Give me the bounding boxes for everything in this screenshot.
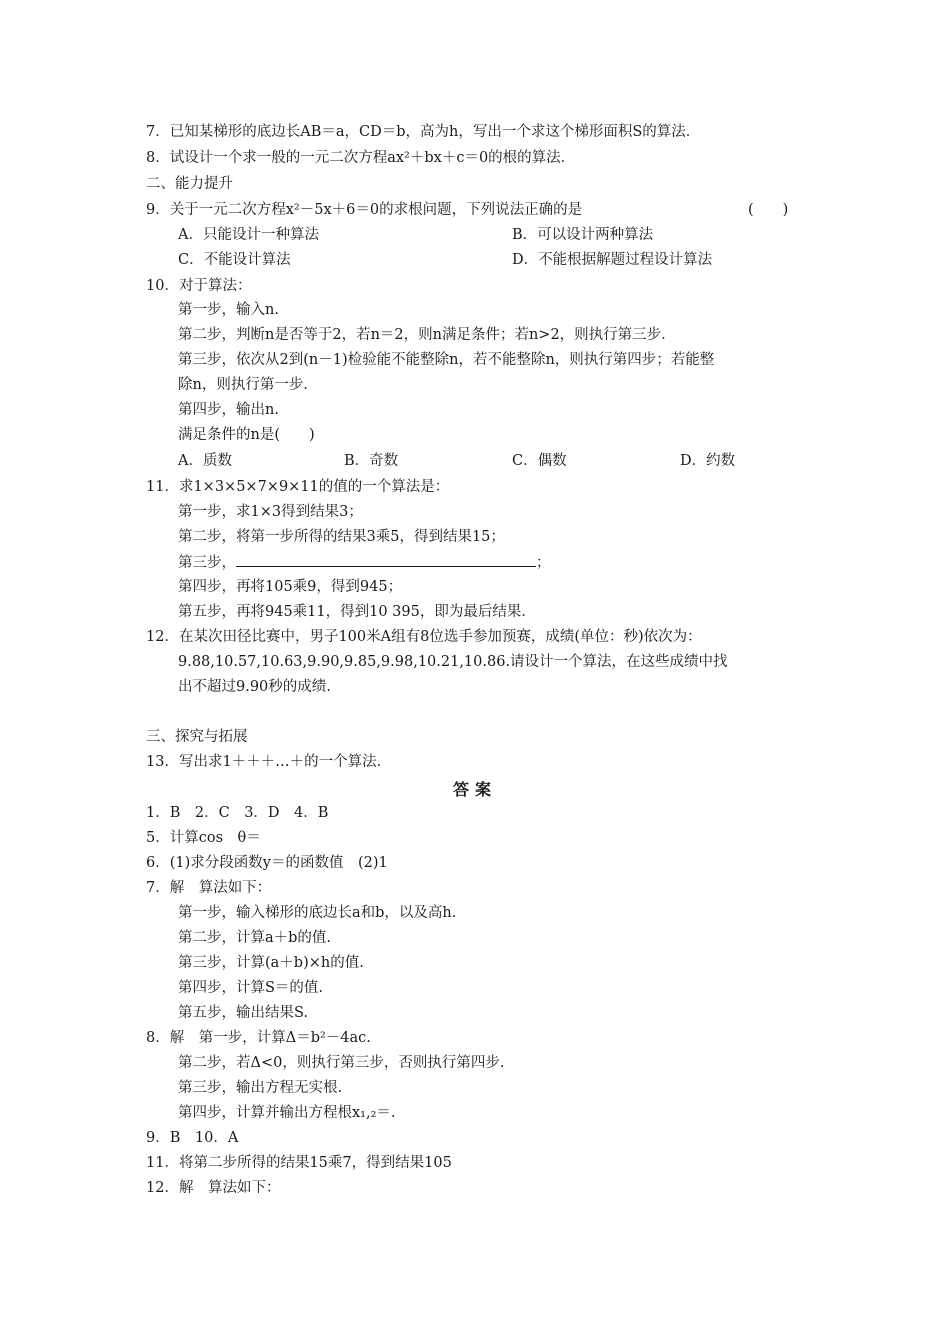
answer-5: 5．计算cos θ＝ [146,830,261,846]
question-12-line-3: 出不超过9.90秒的成绩. [178,679,331,695]
question-10-option-d: D．约数 [680,453,736,469]
answer-12: 12．解 算法如下： [146,1180,281,1196]
answer-6: 6．(1)求分段函数y＝的函数值 (2)1 [146,855,388,871]
question-12-line-1: 12．在某次田径比赛中，男子100米A组有8位选手参加预赛，成绩(单位：秒)依次为： [146,629,702,645]
question-10-ask: 满足条件的n是( ) [178,427,315,443]
question-9-option-a: A．只能设计一种算法 [178,227,319,243]
answer-8-step-2: 第二步，若Δ<0，则执行第三步，否则执行第四步. [178,1055,505,1071]
section-heading-2: 二、能力提升 [146,176,233,192]
question-9-answer-paren: ( ) [748,202,789,218]
question-11-step-1: 第一步，求1×3得到结果3； [178,504,363,520]
question-11-step-5: 第五步，再将945乘11，得到10 395，即为最后结果． [178,604,536,620]
question-11-stem: 11．求1×3×5×7×9×11的值的一个算法是： [146,479,450,495]
answer-title: 答案 [452,780,497,799]
answer-7-step-3: 第三步，计算(a＋b)×h的值. [178,955,364,971]
question-11-step-3-label: 第三步， [178,555,236,571]
answer-7-step-4: 第四步，计算S＝的值. [178,980,324,996]
question-10-step-4: 第四步，输出n. [178,402,279,418]
answer-8: 8．解 第一步，计算Δ＝b²－4ac. [146,1030,371,1046]
question-11-step-3 [178,552,551,573]
answer-7-step-5: 第五步，输出结果S. [178,1005,309,1021]
question-10-step-3b: 除n，则执行第一步． [178,377,318,393]
answer-7-step-2: 第二步，计算a＋b的值. [178,930,332,946]
question-10-option-c: C．偶数 [512,453,567,469]
question-13: 13．写出求1＋＋＋…＋的一个算法． [146,754,392,770]
question-10-option-a: A．质数 [178,453,232,469]
question-10-step-3a: 第三步，依次从2到(n－1)检验能不能整除n，若不能整除n，则执行第四步；若能整 [178,352,715,368]
question-10-step-1: 第一步，输入n. [178,302,279,318]
question-10-step-2: 第二步，判断n是否等于2，若n＝2，则n满足条件；若n>2，则执行第三步． [178,327,676,343]
question-9-stem: 9．关于一元二次方程x²－5x＋6＝0的求根问题，下列说法正确的是 [146,202,583,218]
answer-7: 7．解 算法如下： [146,880,272,896]
question-10-option-b: B．奇数 [344,453,399,469]
answer-8-step-4: 第四步，计算并输出方程根x₁,₂＝. [178,1105,396,1121]
answer-11: 11．将第二步所得的结果15乘7，得到结果105 [146,1155,452,1171]
section-heading-3: 三、探究与拓展 [146,729,248,745]
question-11-step-2: 第二步，将第一步所得的结果3乘5，得到结果15； [178,529,505,545]
answer-8-step-3: 第三步，输出方程无实根. [178,1080,343,1096]
answer-7-step-1: 第一步，输入梯形的底边长a和b，以及高h. [178,905,457,921]
answer-9-10: 9．B 10．A [146,1130,239,1146]
question-10-stem: 10．对于算法： [146,278,252,294]
question-9-option-d: D．不能根据解题过程设计算法 [512,252,713,268]
question-11-step-3-end: ； [536,555,551,571]
answer-1-4: 1．B 2．C 3．D 4．B [146,805,329,821]
question-11-step-4: 第四步，再将105乘9，得到945； [178,579,403,595]
question-9-option-b: B．可以设计两种算法 [512,227,654,243]
question-7: 7．已知某梯形的底边长AB＝a，CD＝b，高为h，写出一个求这个梯形面积S的算法． [146,124,701,140]
fill-in-blank[interactable] [236,552,536,567]
question-9-option-c: C．不能设计算法 [178,252,291,268]
question-12-line-2: 9.88,10.57,10.63,9.90,9.85,9.98,10.21,10.86.请设计一个算法，在这些成绩中找 [178,654,728,670]
question-8: 8．试设计一个求一般的一元二次方程ax²＋bx＋c＝0的根的算法． [146,150,576,166]
